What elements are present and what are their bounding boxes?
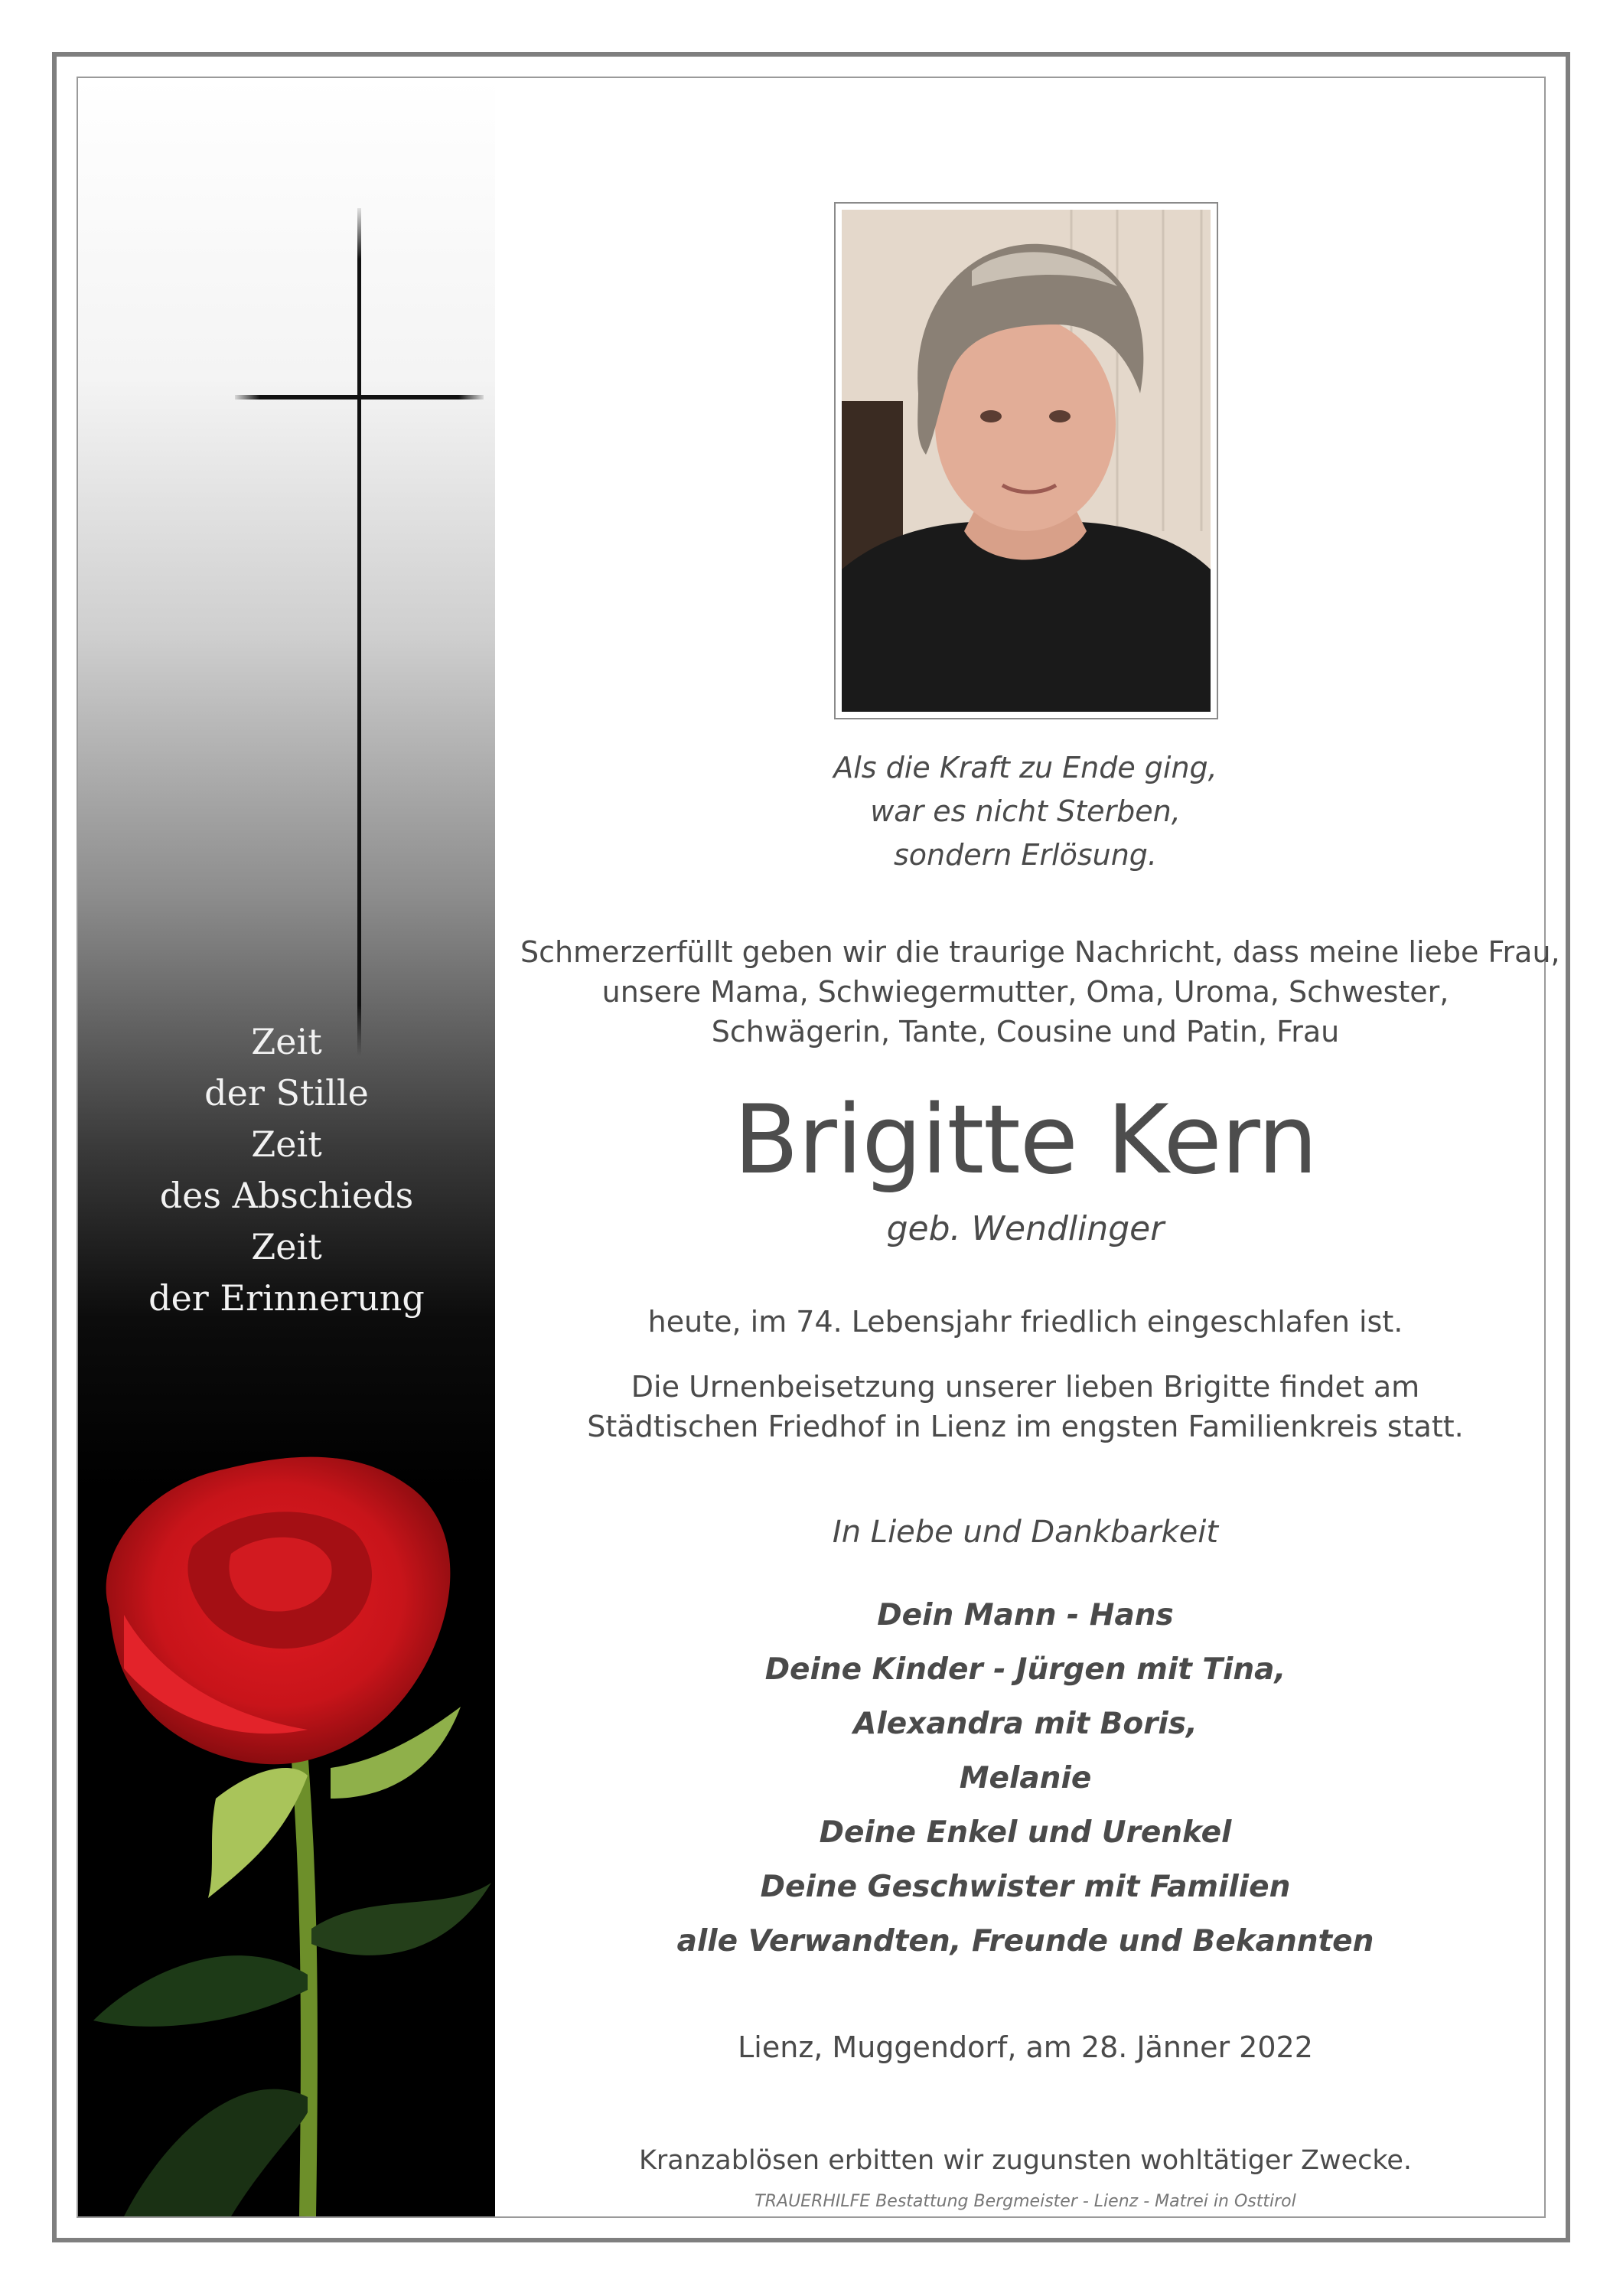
- mourner-line: Melanie: [959, 1761, 1092, 1795]
- info-line: Städtischen Friedhof in Lienz im engsten Familienkreis statt.: [587, 1410, 1464, 1443]
- mourner-line: Deine Kinder - Jürgen mit Tina,: [764, 1652, 1286, 1687]
- funeral-home-credit: TRAUERHILFE Bestattung Bergmeister - Lienz - Matrei in Osttirol: [754, 2192, 1296, 2211]
- announcement-intro: [520, 932, 1560, 1052]
- mourners-list: [520, 1588, 1530, 1968]
- burial-info: [520, 1367, 1530, 1446]
- mourner-line: Deine Enkel und Urenkel: [819, 1815, 1232, 1850]
- verse-line: der Erinnerung: [148, 1277, 425, 1319]
- deceased-name: Brigitte Kern: [733, 1085, 1318, 1195]
- quote: [520, 746, 1530, 877]
- verse-line: der Stille: [204, 1072, 369, 1114]
- verse-line: Zeit: [251, 1021, 322, 1062]
- mourner-line: Deine Geschwister mit Familien: [760, 1870, 1291, 1904]
- place-date: Lienz, Muggendorf, am 28. Jänner 2022: [738, 2030, 1313, 2064]
- portrait-photo: [842, 210, 1211, 712]
- verse-line: des Abschieds: [159, 1175, 414, 1216]
- death-statement: heute, im 74. Lebensjahr friedlich eingeschlafen ist.: [647, 1305, 1403, 1339]
- rose-image: [78, 1439, 495, 2216]
- intro-line: unsere Mama, Schwiegermutter, Oma, Uroma, Schwester,: [601, 975, 1449, 1009]
- maiden-name: geb. Wendlinger: [886, 1209, 1165, 1248]
- side-verse: [78, 1016, 495, 1324]
- mourner-line: Dein Mann - Hans: [877, 1598, 1174, 1632]
- mourner-line: alle Verwandten, Freunde und Bekannten: [676, 1924, 1374, 1958]
- mourner-line: Alexandra mit Boris,: [853, 1707, 1198, 1741]
- wreath-note: Kranzablösen erbitten wir zugunsten wohltätiger Zwecke.: [638, 2145, 1413, 2176]
- verse-line: Zeit: [251, 1124, 322, 1165]
- verse-line: Zeit: [251, 1226, 322, 1267]
- cross-icon: [357, 208, 361, 1056]
- cross-bar: [235, 395, 484, 400]
- quote-line: Als die Kraft zu Ende ging,: [833, 751, 1217, 784]
- closing-phrase: In Liebe und Dankbarkeit: [832, 1515, 1219, 1550]
- intro-line: Schwägerin, Tante, Cousine und Patin, Frau: [711, 1015, 1340, 1049]
- intro-line: Schmerzerfüllt geben wir die traurige Nachricht, dass meine liebe Frau,: [520, 935, 1560, 969]
- portrait-frame: [834, 202, 1218, 719]
- quote-line: sondern Erlösung.: [893, 838, 1158, 872]
- quote-line: war es nicht Sterben,: [870, 794, 1181, 828]
- info-line: Die Urnenbeisetzung unserer lieben Brigitte findet am: [631, 1370, 1420, 1404]
